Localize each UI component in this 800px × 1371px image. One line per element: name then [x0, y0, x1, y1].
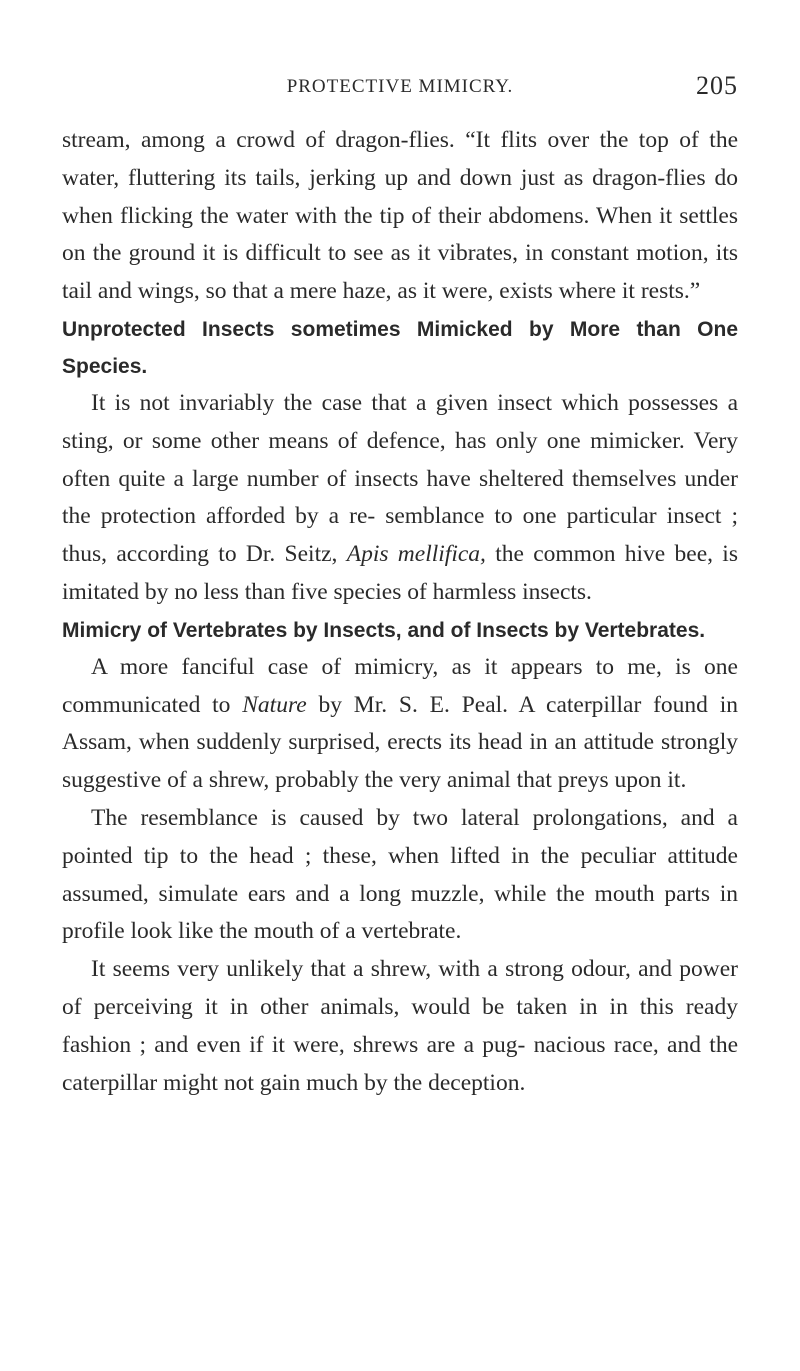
paragraph-caterpillar [62, 649, 738, 800]
paragraph-text: by Mr. S. E. Peal. A caterpillar found in Assam, when suddenly surprised, erects its head in an attitude strongly suggestive of a shrew, probably the very animal that preys upon it. [62, 691, 739, 794]
page-number: 205 [696, 71, 738, 100]
paragraph-mimickers [62, 385, 738, 612]
paragraph-text: the common hive bee, is imitated by no less than five species of harmless insects. [62, 541, 738, 605]
running-title: PROTECTIVE MIMICRY. [286, 76, 514, 97]
paragraph-text: A more fanciful case of mimicry, as it appears to me, is one communicated to [62, 653, 738, 718]
section-heading-unprotected-insects: Unprotected Insects sometimes Mimicked by More than One Species. [62, 317, 738, 378]
section-heading-vertebrates: Mimicry of Vertebrates by Insects, and of Insects by Vertebrates. [62, 618, 706, 642]
page-body [62, 122, 738, 1102]
paragraph-resemblance: The resemblance is caused by two lateral prolongations, and a pointed tip to the head ; these, when lifted in the peculiar attitude assumed, simulate ears and a long muzzle, while the mouth parts in profile look like the mouth of a vertebrate. [62, 804, 738, 945]
running-header [62, 71, 738, 106]
paragraph-shrew: It seems very unlikely that a shrew, with a strong odour, and power of perceiving it in other animals, would be taken in in this ready fashion ; and even if it were, shrews are a pug- nacious race, and the caterpillar might not gain much by the deception. [62, 956, 738, 1096]
species-name: Apis mellifica, [346, 541, 486, 568]
paragraph-continuation: stream, among a crowd of dragon-flies. “It flits over the top of the water, fluttering its tails, jerking up and down just as dragon-flies do when flicking the water with the tip of their abdomens. When it settles on the ground it is difficult to see as it vibrates, in constant motion, its tail and wings, so that a mere haze, as it were, exists where it rests.” [62, 127, 738, 305]
journal-name: Nature [242, 691, 307, 718]
paragraph-text: It is not invariably the case that a given insect which possesses a sting, or some other means of defence, has only one mimicker. Very often quite a large number of insects have sheltered themselves under the protection afforded by a re- semblance to one particular insect ; thus, according to Dr. Seitz, [62, 389, 738, 568]
